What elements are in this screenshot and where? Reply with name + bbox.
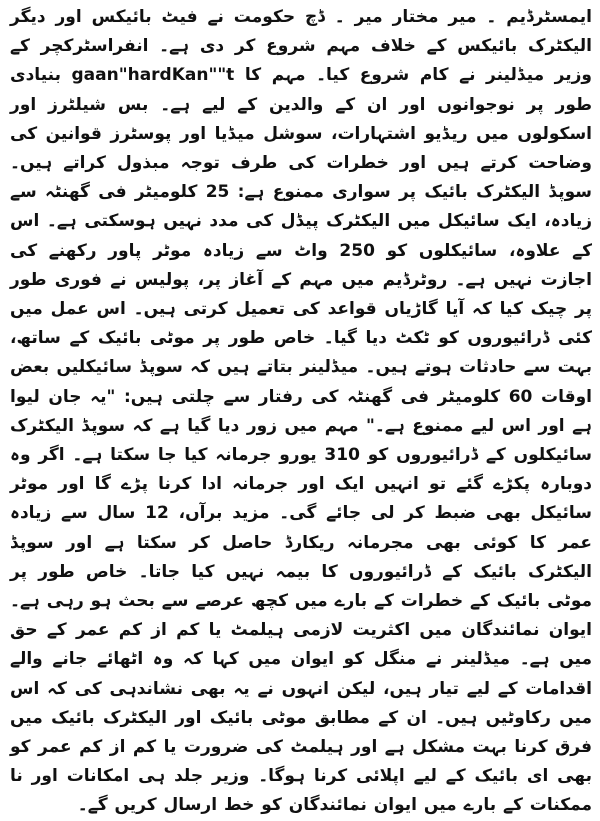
article-body: ایمسٹرڈیم ۔ میر مختار میر ۔ ڈچ حکومت نے فیٹ بائیکس اور دیگر الیکٹرک بائیکس کے خلاف مہم شروع کر دی ہے۔ انفراسٹرکچر کے وزیر میڈلینر نے کام شروع کیا۔ مہم کا gaan"hardKan""t بنیادی طور پر نوجوانوں اور ان کے والدین کے لیے ہے۔ بس شیلٹرز اور اسکولوں میں ریڈیو اشتہارات، سوشل میڈیا اور پوسٹرز قوانین کی وضاحت کرتے ہیں اور خطرات کی طرف توجہ مبذول کراتے ہیں۔ سوپڈ الیکٹرک بائیک پر سواری ممنوع ہے: 25 کلومیٹر فی گھنٹہ سے زیادہ، ایک سائیکل میں الیکٹرک پیڈل کی مدد نہیں ہوسکتی ہے۔ اس کے علاوہ، سائیکلوں کو 250 واٹ سے زیادہ موٹر پاور رکھنے کی اجازت نہیں ہے۔ روٹرڈیم میں مہم کے آغاز پر، پولیس نے فوری طور پر چیک کیا کہ آیا گاڑیاں قواعد کی تعمیل کرتی ہیں۔ اس عمل میں کئی ڈرائیوروں کو ٹکٹ دیا گیا۔ خاص طور پر موٹی بائیک کے ساتھ، بہت سے حادثات ہوتے ہیں۔ میڈلینر بتاتے ہیں کہ سوپڈ سائیکلیں بعض اوقات 60 کلومیٹر فی گھنٹہ کی رفتار سے چلتی ہیں: "یہ جان لیوا ہے اور اس لیے ممنوع ہے۔" مہم میں زور دیا گیا ہے کہ سوپڈ الیکٹرک سائیکلوں کے ڈرائیوروں کو 310 یورو جرمانہ کیا جا سکتا ہے۔ اگر وہ دوبارہ پکڑے گئے تو انہیں ایک اور جرمانہ ادا کرنا پڑے گا اور موٹر سائیکل بھی ضبط کر لی جائے گی۔ مزید برآں، 12 سال سے زیادہ عمر کا کوئی بھی مجرمانہ ریکارڈ حاصل کر سکتا ہے اور سوپڈ الیکٹرک بائیک کے ڈرائیوروں کا بیمہ نہیں کیا جاتا۔ خاص طور پر موٹی بائیک کے خطرات کے بارے میں کچھ عرصے سے بحث ہو رہی ہے۔ ایوان نمائندگان میں اکثریت لازمی ہیلمٹ یا کم از کم عمر کے حق میں ہے۔ میڈلینر نے منگل کو ایوان میں کہا کہ وہ اٹھائے جانے والے اقدامات کے لیے تیار ہیں، لیکن انہوں نے یہ بھی نشاندہی کی کہ اس میں رکاوٹیں ہیں۔ ان کے مطابق موٹی بائیک اور الیکٹرک بائیک میں فرق کرنا بہت مشکل ہے اور ہیلمٹ کی ضرورت یا کم از کم عمر کو بھی ای بائیک کے لیے اپلائی کرنا ہوگا۔ وزیر جلد ہی امکانات اور نا ممکنات کے بارے میں ایوان نمائندگان کو خط ارسال کریں گے۔ <box>10 7 592 816</box>
